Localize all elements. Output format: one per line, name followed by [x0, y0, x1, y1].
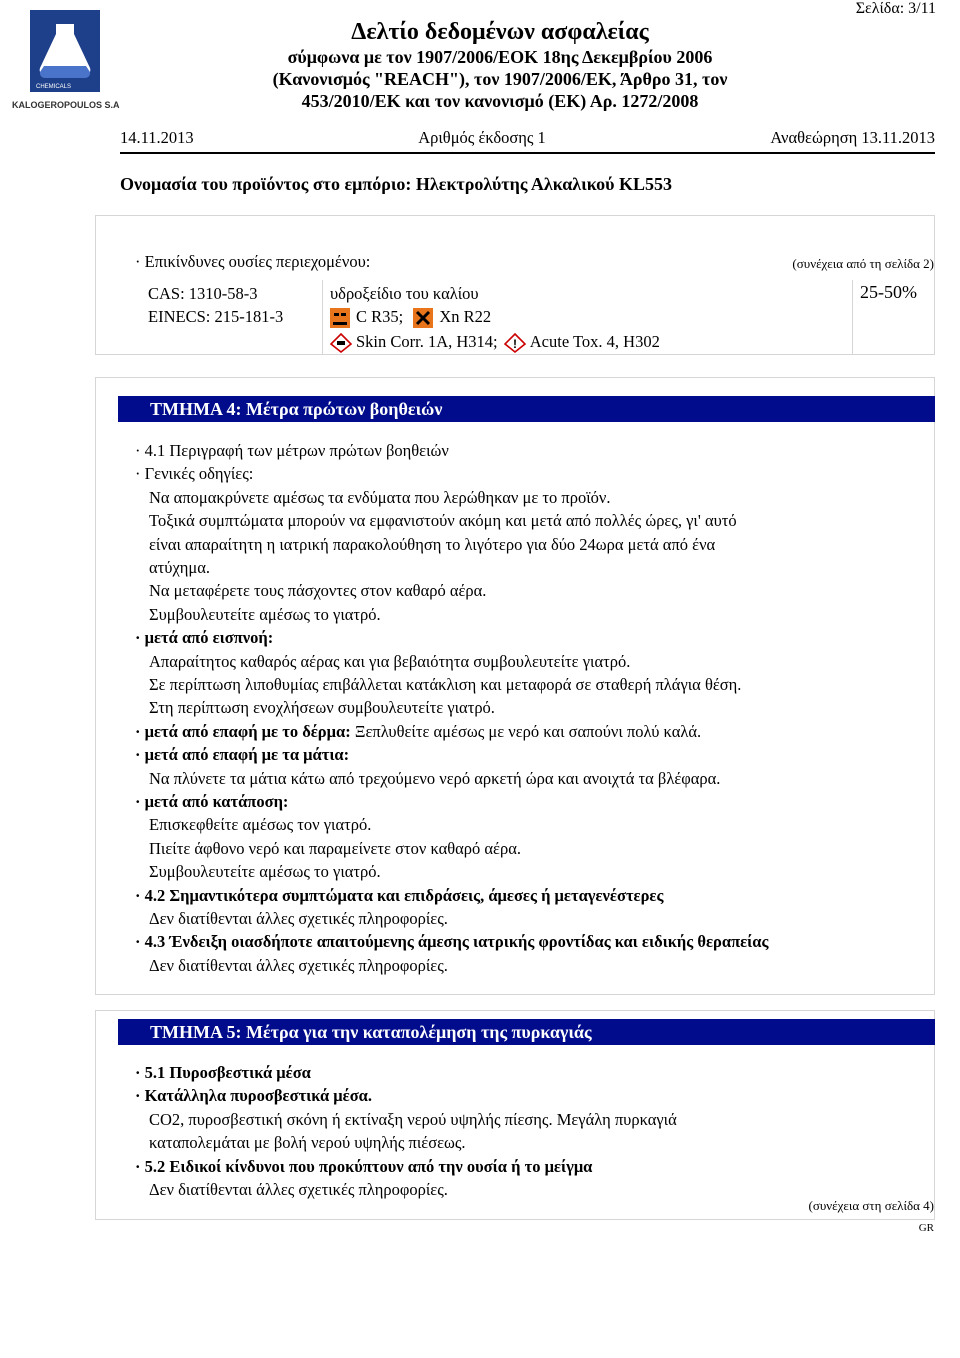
text-line [135, 1155, 592, 1178]
line-text: ατύχημα. [149, 558, 211, 577]
substance-name: υδροξείδιο του καλίου [330, 284, 479, 303]
text-line [135, 930, 768, 953]
company-logo [8, 6, 120, 118]
line-text: Δεν διατίθενται άλλες σχετικές πληροφορίες. [149, 955, 448, 975]
line-text: Επισκεφθείτε αμέσως τον γιατρό. [149, 815, 372, 835]
text-line [135, 884, 663, 907]
line-text: · μετά από επαφή με το δέρμα: [135, 721, 351, 741]
hazard-heading: · Επικίνδυνες ουσίες περιεχομένου: [135, 252, 371, 271]
line-text: CO2, πυροσβεστική σκόνη ή εκτίναξη νερού υψηλής πίεσης. Μεγάλη πυρκαγιά [149, 1109, 677, 1129]
line-text: Πιείτε άφθονο νερό και παραμείνετε στον καθαρό αέρα. [149, 838, 521, 858]
text-line [149, 1108, 677, 1131]
text-line [149, 767, 720, 790]
class-c-label: C R35; [356, 307, 404, 326]
text-line [149, 1178, 448, 1201]
harmful-x-icon [413, 308, 433, 328]
cas-number: CAS: 1310-58-3 [148, 284, 258, 303]
line-text: · 4.3 Ένδειξη οιασδήποτε απαιτούμενης άμεσης ιατρικής φροντίδας και ειδικής θεραπείας [135, 932, 769, 952]
ghs-classification [330, 330, 660, 353]
line-text: Απαραίτητος καθαρός αέρας και για βεβαιότητα συμβουλευτείτε γιατρό. [149, 651, 631, 671]
line-text: · 4.1 Περιγραφή των μέτρων πρώτων βοηθειών [135, 441, 449, 460]
ghs-skin-corr: Skin Corr. 1A, H314; [356, 332, 498, 351]
text-line [135, 1084, 372, 1107]
einecs-number: EINECS: 215-181-3 [148, 307, 284, 326]
line-text: καταπολεμάται με βολή νερού υψηλής πιέσεως. [149, 1133, 466, 1153]
line-text: Στη περίπτωση ενοχλήσεων συμβουλευτείτε γιατρό. [149, 698, 495, 718]
text-line [149, 579, 486, 602]
line-text: Να απομακρύνετε αμέσως τα ενδύματα που λερώθηκαν με το προϊόν. [149, 487, 611, 507]
line-text: Δεν διατίθενται άλλες σχετικές πληροφορίες. [149, 1180, 448, 1199]
language-tag: GR [918, 1222, 934, 1234]
text-line [135, 790, 288, 813]
version-number: Αριθμός έκδοσης 1 [418, 128, 546, 147]
text-line [149, 954, 448, 977]
text-line [135, 439, 449, 462]
line-text: · 5.1 Πυροσβεστικά μέσα [135, 1063, 311, 1082]
concentration-range: 25-50% [860, 282, 917, 302]
line-text: · Γενικές οδηγίες: [135, 464, 254, 484]
text-line [149, 533, 715, 556]
column-divider [322, 280, 323, 355]
line-text: Συμβουλευτείτε αμέσως το γιατρό. [149, 604, 381, 624]
revision-date: Αναθεώρηση 13.11.2013 [770, 128, 935, 147]
document-title: Δελτίο δεδομένων ασφαλείας [351, 19, 649, 45]
svg-text:!: ! [512, 337, 517, 352]
text-line [135, 626, 273, 649]
continued-from-note: (συνέχεια από τη σελίδα 2) [792, 256, 934, 271]
section-4-header: ΤΜΗΜΑ 4: Μέτρα πρώτων βοηθειών [118, 396, 935, 422]
line-text: · Κατάλληλα πυροσβεστικά μέσα. [135, 1086, 373, 1106]
line-text: είναι απαραίτητη η ιατρική παρακολούθηση το λιγότερο για δύο 24ωρα μετά από ένα [149, 534, 716, 554]
line-text: · 5.2 Ειδικοί κίνδυνοι που προκύπτουν από την ουσία ή το μείγμα [135, 1156, 593, 1176]
line-text: · 4.2 Σημαντικότερα συμπτώματα και επιδράσεις, άμεσες ή μεταγενέστερες [135, 885, 664, 905]
text-line [149, 673, 741, 696]
line-text: · μετά από εισπνοή: [135, 628, 274, 648]
subtitle-line-1: σύμφωνα με τον 1907/2006/ΕΟΚ 18ης Δεκεμβρίου 2006 [287, 47, 713, 67]
text-line [135, 743, 349, 766]
line-text: Να πλύνετε τα μάτια κάτω από τρεχούμενο νερό αρκετή ώρα και ανοιχτά τα βλέφαρα. [149, 768, 721, 788]
line-text: Συμβουλευτείτε αμέσως το γιατρό. [149, 862, 381, 882]
section-5-header: ΤΜΗΜΑ 5: Μέτρα για την καταπολέμηση της πυρκαγιάς [118, 1019, 935, 1045]
line-text: Δεν διατίθενται άλλες σχετικές πληροφορίες. [149, 909, 448, 928]
column-divider [852, 280, 853, 355]
line-text: · μετά από κατάποση: [135, 792, 289, 811]
document-title-block [150, 18, 850, 112]
text-line [149, 603, 381, 626]
ghs-corrosion-icon [330, 333, 350, 353]
text-line [149, 509, 737, 532]
text-line [149, 907, 448, 930]
continued-to-note: (συνέχεια στη σελίδα 4) [808, 1198, 934, 1213]
text-line [149, 1131, 466, 1154]
logo-company-text: KALOGEROPOULOS S.A. [12, 100, 120, 110]
print-date: 14.11.2013 [120, 128, 194, 147]
text-line [149, 696, 495, 719]
text-line [135, 720, 701, 743]
ghs-acute-tox: Acute Tox. 4, H302 [529, 332, 660, 351]
document-meta-row [120, 128, 935, 148]
logo-chemicals-text: CHEMICALS [36, 84, 72, 90]
text-line [135, 1061, 311, 1084]
page-number: Σελίδα: 3/11 [855, 0, 936, 17]
text-line [149, 486, 610, 509]
corrosive-icon [330, 308, 350, 328]
line-text: Σε περίπτωση λιποθυμίας επιβάλλεται κατάκλιση και μεταφορά σε σταθερή πλάγια θέση. [149, 675, 742, 694]
text-line [149, 556, 210, 579]
text-line [149, 650, 630, 673]
line-text: Να μεταφέρετε τους πάσχοντες στον καθαρό αέρα. [149, 581, 487, 601]
line-suffix: Ξεπλυθείτε αμέσως με νερό και σαπούνι πολύ καλά. [350, 721, 702, 741]
class-xn-label: Xn R22 [439, 307, 492, 326]
text-line [135, 462, 253, 485]
text-line [149, 837, 521, 860]
line-text: · μετά από επαφή με τα μάτια: [135, 745, 350, 765]
subtitle-line-3: 453/2010/ΕΚ και τον κανονισμό (ΕΚ) Αρ. 1272/2008 [301, 91, 699, 111]
header-divider [120, 152, 935, 154]
old-classification [330, 305, 491, 328]
ghs-exclamation-icon [504, 333, 524, 353]
text-line [149, 860, 381, 883]
text-line [149, 813, 371, 836]
subtitle-line-2: (Κανονισμός "REACH"), τον 1907/2006/ΕΚ, Άρθρο 31, τον [272, 69, 728, 89]
product-name: Ονομασία του προϊόντος στο εμπόριο: Ηλεκτρολύτης Αλκαλικού KL553 [120, 174, 673, 194]
line-text: Τοξικά συμπτώματα μπορούν να εμφανιστούν ακόμη και μετά από πολλές ώρες, γι' αυτό [149, 511, 737, 531]
